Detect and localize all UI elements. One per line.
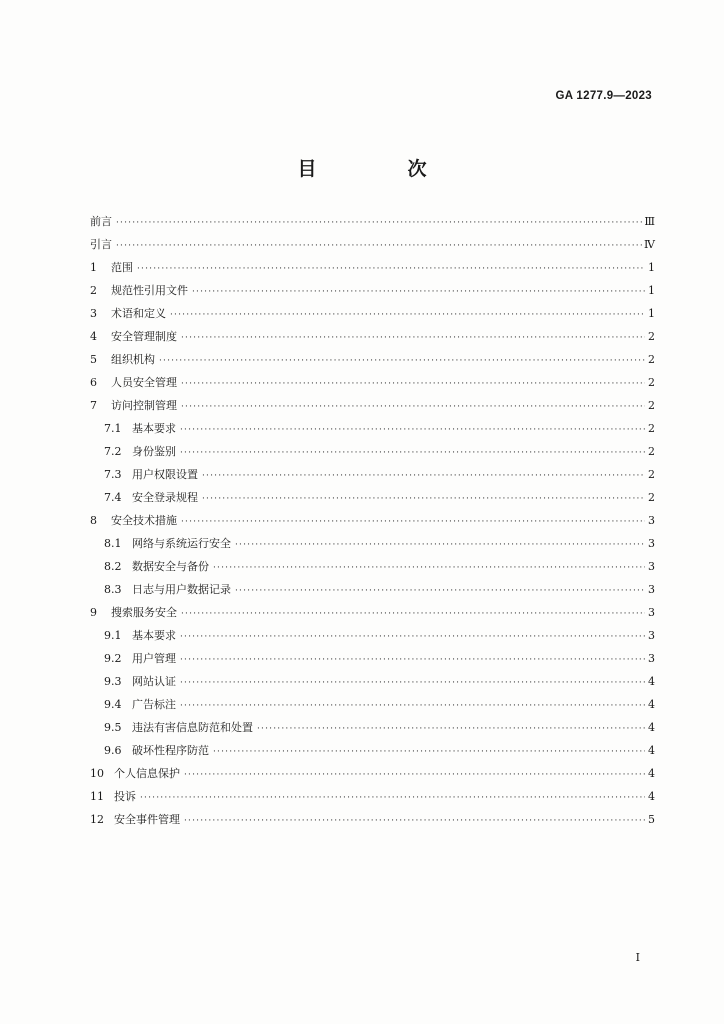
toc-entry-page: 2 bbox=[648, 445, 655, 458]
toc-entry-number: 9.5 bbox=[104, 721, 122, 734]
toc-entry-page: 2 bbox=[648, 353, 655, 366]
toc-entry-label: 基本要求 bbox=[132, 629, 176, 642]
toc-entry-page: Ⅳ bbox=[644, 238, 655, 251]
toc-entry[interactable] bbox=[90, 394, 655, 417]
toc-dot-leader bbox=[178, 695, 645, 718]
toc-entry-label: 日志与用户数据记录 bbox=[132, 583, 231, 596]
toc-dot-leader bbox=[178, 419, 645, 442]
toc-entry[interactable] bbox=[90, 785, 655, 808]
toc-entry-label: 术语和定义 bbox=[111, 307, 166, 320]
toc-subentry[interactable] bbox=[90, 532, 655, 555]
toc-entry-number: 5 bbox=[90, 353, 97, 366]
toc-entry-number: 4 bbox=[90, 330, 97, 343]
toc-entry-label: 前言 bbox=[90, 215, 112, 228]
toc-entry-page: 3 bbox=[648, 629, 655, 642]
document-code: GA 1277.9—2023 bbox=[555, 90, 652, 102]
toc-entry[interactable] bbox=[90, 302, 655, 325]
toc-subentry[interactable] bbox=[90, 463, 655, 486]
toc-entry[interactable] bbox=[90, 371, 655, 394]
toc-entry-number: 7.3 bbox=[104, 468, 122, 481]
toc-entry-page: 4 bbox=[648, 744, 655, 757]
toc-entry-label: 用户管理 bbox=[132, 652, 176, 665]
toc-entry-page: 3 bbox=[648, 514, 655, 527]
toc-entry-page: 5 bbox=[648, 813, 655, 826]
toc-entry[interactable] bbox=[90, 509, 655, 532]
toc-entry-number: 6 bbox=[90, 376, 97, 389]
toc-title: 目 次 bbox=[297, 158, 463, 180]
toc-entry-number: 9.3 bbox=[104, 675, 122, 688]
toc-entry-label: 引言 bbox=[90, 238, 112, 251]
toc-dot-leader bbox=[135, 258, 645, 281]
toc-dot-leader bbox=[114, 212, 642, 235]
toc-dot-leader bbox=[179, 373, 645, 396]
toc-entry-page: 4 bbox=[648, 698, 655, 711]
toc-subentry[interactable] bbox=[90, 440, 655, 463]
toc-entry-label: 网络与系统运行安全 bbox=[132, 537, 231, 550]
toc-entry-label: 数据安全与备份 bbox=[132, 560, 209, 573]
toc-entry-page: 3 bbox=[648, 652, 655, 665]
toc-entry-label: 投诉 bbox=[114, 790, 136, 803]
toc-entry-number: 9.6 bbox=[104, 744, 122, 757]
toc-entry-page: 4 bbox=[648, 790, 655, 803]
toc-dot-leader bbox=[179, 327, 645, 350]
toc-entry-page: 3 bbox=[648, 583, 655, 596]
toc-entry-label: 安全技术措施 bbox=[111, 514, 177, 527]
toc-entry[interactable] bbox=[90, 808, 655, 831]
toc-dot-leader bbox=[200, 465, 645, 488]
toc-entry-page: 3 bbox=[648, 606, 655, 619]
toc-entry-label: 违法有害信息防范和处置 bbox=[132, 721, 253, 734]
toc-entry-page: 4 bbox=[648, 721, 655, 734]
toc-entry-number: 8.1 bbox=[104, 537, 122, 550]
toc-subentry[interactable] bbox=[90, 486, 655, 509]
toc-entry-number: 12 bbox=[90, 813, 104, 826]
toc-subentry[interactable] bbox=[90, 624, 655, 647]
toc-dot-leader bbox=[200, 488, 645, 511]
toc-entry[interactable] bbox=[90, 325, 655, 348]
toc-entry-page: 2 bbox=[648, 376, 655, 389]
toc-entry-label: 安全管理制度 bbox=[111, 330, 177, 343]
toc-entry-number: 1 bbox=[90, 261, 97, 274]
table-of-contents bbox=[90, 210, 655, 831]
toc-subentry[interactable] bbox=[90, 555, 655, 578]
toc-subentry[interactable] bbox=[90, 670, 655, 693]
toc-dot-leader bbox=[182, 764, 645, 787]
toc-entry-number: 9 bbox=[90, 606, 97, 619]
toc-entry-number: 7.2 bbox=[104, 445, 122, 458]
toc-entry-label: 网站认证 bbox=[132, 675, 176, 688]
toc-entry-number: 7.4 bbox=[104, 491, 122, 504]
toc-subentry[interactable] bbox=[90, 578, 655, 601]
toc-entry-page: 4 bbox=[648, 675, 655, 688]
toc-entry-page: 1 bbox=[648, 261, 655, 274]
toc-entry-number: 2 bbox=[90, 284, 97, 297]
toc-dot-leader bbox=[233, 580, 645, 603]
toc-entry[interactable] bbox=[90, 256, 655, 279]
toc-entry-number: 3 bbox=[90, 307, 97, 320]
toc-entry-label: 广告标注 bbox=[132, 698, 176, 711]
toc-subentry[interactable] bbox=[90, 647, 655, 670]
toc-subentry[interactable] bbox=[90, 739, 655, 762]
toc-entry-number: 8.2 bbox=[104, 560, 122, 573]
toc-dot-leader bbox=[211, 557, 645, 580]
toc-dot-leader bbox=[138, 787, 645, 810]
toc-entry-number: 9.4 bbox=[104, 698, 122, 711]
toc-entry-page: 2 bbox=[648, 422, 655, 435]
toc-entry-number: 8 bbox=[90, 514, 97, 527]
toc-dot-leader bbox=[255, 718, 645, 741]
toc-dot-leader bbox=[179, 396, 645, 419]
toc-dot-leader bbox=[168, 304, 645, 327]
toc-entry-label: 安全事件管理 bbox=[114, 813, 180, 826]
toc-entry-label: 搜索服务安全 bbox=[111, 606, 177, 619]
toc-entry-number: 9.1 bbox=[104, 629, 122, 642]
toc-entry-number: 7 bbox=[90, 399, 97, 412]
toc-entry-label: 安全登录规程 bbox=[132, 491, 198, 504]
toc-dot-leader bbox=[233, 534, 645, 557]
toc-entry-number: 8.3 bbox=[104, 583, 122, 596]
toc-entry-number: 11 bbox=[90, 790, 104, 803]
toc-dot-leader bbox=[114, 235, 642, 258]
toc-entry-number: 10 bbox=[90, 767, 104, 780]
toc-dot-leader bbox=[178, 442, 645, 465]
toc-entry-label: 规范性引用文件 bbox=[111, 284, 188, 297]
toc-subentry[interactable] bbox=[90, 693, 655, 716]
toc-dot-leader bbox=[157, 350, 645, 373]
toc-entry-page: Ⅲ bbox=[644, 215, 655, 228]
toc-entry[interactable] bbox=[90, 762, 655, 785]
toc-entry-page: 4 bbox=[648, 767, 655, 780]
toc-dot-leader bbox=[182, 810, 645, 833]
toc-entry[interactable] bbox=[90, 348, 655, 371]
toc-entry-page: 2 bbox=[648, 399, 655, 412]
toc-entry-page: 2 bbox=[648, 491, 655, 504]
toc-entry[interactable] bbox=[90, 210, 655, 233]
toc-entry[interactable] bbox=[90, 233, 655, 256]
toc-entry-label: 基本要求 bbox=[132, 422, 176, 435]
toc-dot-leader bbox=[178, 672, 645, 695]
toc-entry-page: 2 bbox=[648, 330, 655, 343]
toc-dot-leader bbox=[179, 603, 645, 626]
toc-entry-label: 用户权限设置 bbox=[132, 468, 198, 481]
toc-entry-label: 个人信息保护 bbox=[114, 767, 180, 780]
toc-entry-page: 1 bbox=[648, 284, 655, 297]
toc-entry-page: 1 bbox=[648, 307, 655, 320]
toc-entry-page: 3 bbox=[648, 560, 655, 573]
toc-entry-number: 7.1 bbox=[104, 422, 122, 435]
toc-entry-label: 范围 bbox=[111, 261, 133, 274]
toc-entry[interactable] bbox=[90, 601, 655, 624]
toc-entry-label: 人员安全管理 bbox=[111, 376, 177, 389]
toc-dot-leader bbox=[179, 511, 645, 534]
toc-dot-leader bbox=[211, 741, 645, 764]
toc-subentry[interactable] bbox=[90, 716, 655, 739]
toc-dot-leader bbox=[190, 281, 645, 304]
toc-entry-label: 破坏性程序防范 bbox=[132, 744, 209, 757]
toc-entry-label: 访问控制管理 bbox=[111, 399, 177, 412]
toc-subentry[interactable] bbox=[90, 417, 655, 440]
toc-dot-leader bbox=[178, 649, 645, 672]
toc-entry-label: 身份鉴别 bbox=[132, 445, 176, 458]
toc-entry-page: 3 bbox=[648, 537, 655, 550]
toc-entry-label: 组织机构 bbox=[111, 353, 155, 366]
page-number: I bbox=[635, 951, 640, 964]
toc-entry[interactable] bbox=[90, 279, 655, 302]
toc-entry-page: 2 bbox=[648, 468, 655, 481]
toc-entry-number: 9.2 bbox=[104, 652, 122, 665]
toc-dot-leader bbox=[178, 626, 645, 649]
